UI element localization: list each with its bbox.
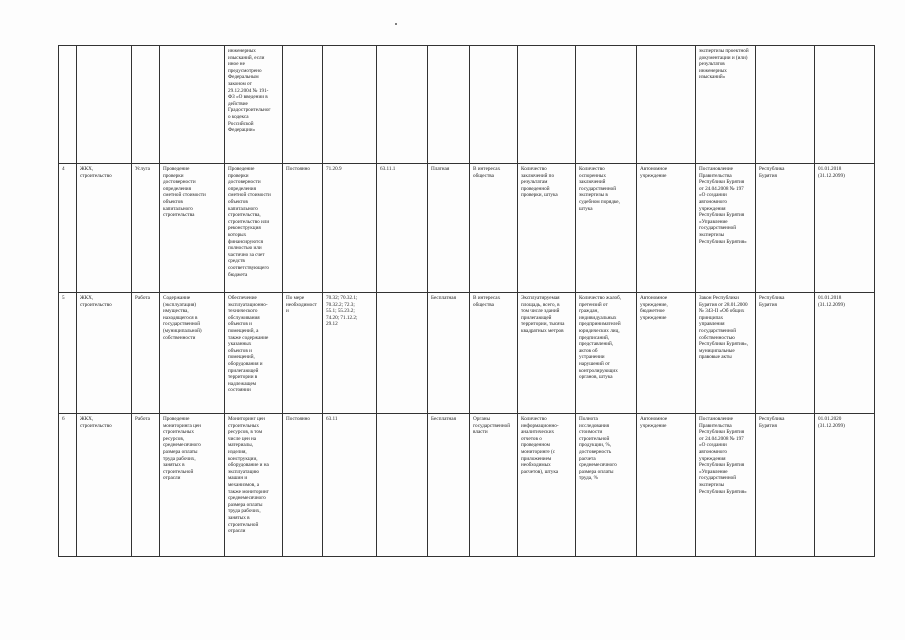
cell-founder: Республика Бурятия: [756, 164, 815, 293]
cell-basis: Постановление Правительства Республики Бурятия от 24.04.2008 № 197 «О создании автономного учреждения Республики Бурятия «Управление государственной экспертизы Республики Бурятия»: [696, 414, 756, 557]
cell-frequency: По мере необходимост и: [283, 293, 323, 414]
cell-payment: Бесплатная: [428, 414, 470, 557]
cell-num: 6: [59, 414, 77, 557]
cell-name: Проведение мониторинга цен строительных ресурсов, среднемесячного размера оплаты труда рабочих, занятых в строительной отрасли: [160, 414, 225, 557]
cell-founder: [756, 46, 815, 164]
cell-interest: [470, 46, 518, 164]
cell-quality: Полнота исследования стоимости строительной продукции, %, достоверность расчета среднемесячного размера оплаты труда, %: [576, 414, 637, 557]
cell-content: Проведение проверки достоверности определения сметной стоимости объектов капитального строительства, строительство или реконструкция которых финансируются полностью или частично за счет средств соответствующего бюджета: [225, 164, 283, 293]
cell-volume: [518, 46, 576, 164]
cell-okved: 63.11: [323, 414, 377, 557]
cell-kind: Услуга: [132, 164, 160, 293]
cell-basis: Постановление Правительства Республики Бурятия от 24.04.2008 № 197 «О создании автономного учреждения Республики Бурятия «Управление государственной экспертизы Республики Бурятия»: [696, 164, 756, 293]
cell-payment: [428, 46, 470, 164]
cell-okpd: [377, 46, 428, 164]
cell-kind: Работа: [132, 414, 160, 557]
cell-dates: [815, 46, 875, 164]
cell-content: [225, 46, 283, 164]
cell-volume: Количество заключений по результатам проведенной проверки, штука: [518, 164, 576, 293]
cell-num: 4: [59, 164, 77, 293]
cell-payment: Платная: [428, 164, 470, 293]
cell-name: [160, 46, 225, 164]
cell-dates: 01.01.2020 (31.12.2099): [815, 414, 875, 557]
services-register-table: [58, 45, 875, 557]
cell-okved: 70.32; 70.32.1; 70.32.2; 72.3; 55.1; 55.23.2; 74.20; 71.12.2; 29.12: [323, 293, 377, 414]
cell-quality: Количество оспоренных заключений государственной экспертизы в судебном порядке, штука: [576, 164, 637, 293]
cell-dates: 01.01.2018 (31.12.2099): [815, 293, 875, 414]
cell-okved: [323, 46, 377, 164]
cell-content: Мониторинг цен строительных ресурсов, в том числе цен на материалы, изделия, конструкции, оборудование и на эксплуатацию машин и механизмов, а также мониторинг среднемесячного размера оплаты труда рабочих, занятых в строительной отрасли: [225, 414, 283, 557]
cell-frequency: Постоянно: [283, 414, 323, 557]
cell-content: Обеспечение эксплуатационно- технического обслуживания объектов и помещений, а также содержание указанных объектов и помещений, оборудования и прилегающей территории в надлежащем состоянии: [225, 293, 283, 414]
cell-kind: [132, 46, 160, 164]
cell-basis: Закон Республики Бурятия от 28.01.2000 № 343-II «Об общих принципах управления государственной собственностью Республики Бурятия», муниципальные правовые акты: [696, 293, 756, 414]
cell-dates: 01.01.2018 (31.12.2099): [815, 164, 875, 293]
cell-sphere: [77, 46, 132, 164]
scan-speck: [395, 23, 397, 25]
table-row: [59, 414, 875, 557]
table-row: [59, 293, 875, 414]
cell-name: Проведение проверки достоверности определения сметной стоимости объектов капитального строительства: [160, 164, 225, 293]
cell-institution: Автономное учреждение, бюджетное учреждение: [637, 293, 696, 414]
cell-sphere: ЖКХ, строительство: [77, 414, 132, 557]
cell-okpd: [377, 414, 428, 557]
cell-volume: Эксплуатируемая площадь, всего, в том числе зданий прилегающей территории, тысяча квадратных метров: [518, 293, 576, 414]
cell-okpd: [377, 293, 428, 414]
cell-payment: Бесплатная: [428, 293, 470, 414]
cell-interest: Органы государственной власти: [470, 414, 518, 557]
table-row: [59, 164, 875, 293]
continued-basis-text: экспертизы проектной документации и (или) результатов инженерных изысканий»: [699, 48, 749, 81]
cell-name: Содержание (эксплуатация) имущества, находящегося в государственной (муниципальной) собственности: [160, 293, 225, 414]
cell-interest: В интересах общества: [470, 164, 518, 293]
cell-basis: [696, 46, 756, 164]
cell-num: [59, 46, 77, 164]
cell-founder: Республика Бурятия: [756, 414, 815, 557]
cell-okpd: 63.11.1: [377, 164, 428, 293]
cell-frequency: Постоянно: [283, 164, 323, 293]
cell-volume: Количество информационно- аналитических отчетов о проведенном мониторинге (с приложением необходимых расчетов), штука: [518, 414, 576, 557]
cell-sphere: ЖКХ, строительство: [77, 293, 132, 414]
cell-kind: Работа: [132, 293, 160, 414]
continued-content-text: инженерных изысканий, если иное не предусмотрено Федеральным законом от 29.12.2004 № 191- ФЗ «О введении в действие Градостроительног о кодекса Российской Федерации»: [228, 48, 271, 134]
cell-institution: Автономное учреждение: [637, 164, 696, 293]
cell-frequency: [283, 46, 323, 164]
cell-num: 5: [59, 293, 77, 414]
cell-okved: 71.20.9: [323, 164, 377, 293]
cell-sphere: ЖКХ, строительство: [77, 164, 132, 293]
cell-quality: Количество жалоб, претензий от граждан, индивидуальных предпринимателей юридических лиц, предписаний, представлений, актов об устранении нарушений от контролирующих органов, штука: [576, 293, 637, 414]
table-row-continuation: [59, 46, 875, 164]
cell-interest: В интересах общества: [470, 293, 518, 414]
cell-institution: Автономное учреждение: [637, 414, 696, 557]
cell-institution: [637, 46, 696, 164]
cell-quality: [576, 46, 637, 164]
cell-founder: Республика Бурятия: [756, 293, 815, 414]
